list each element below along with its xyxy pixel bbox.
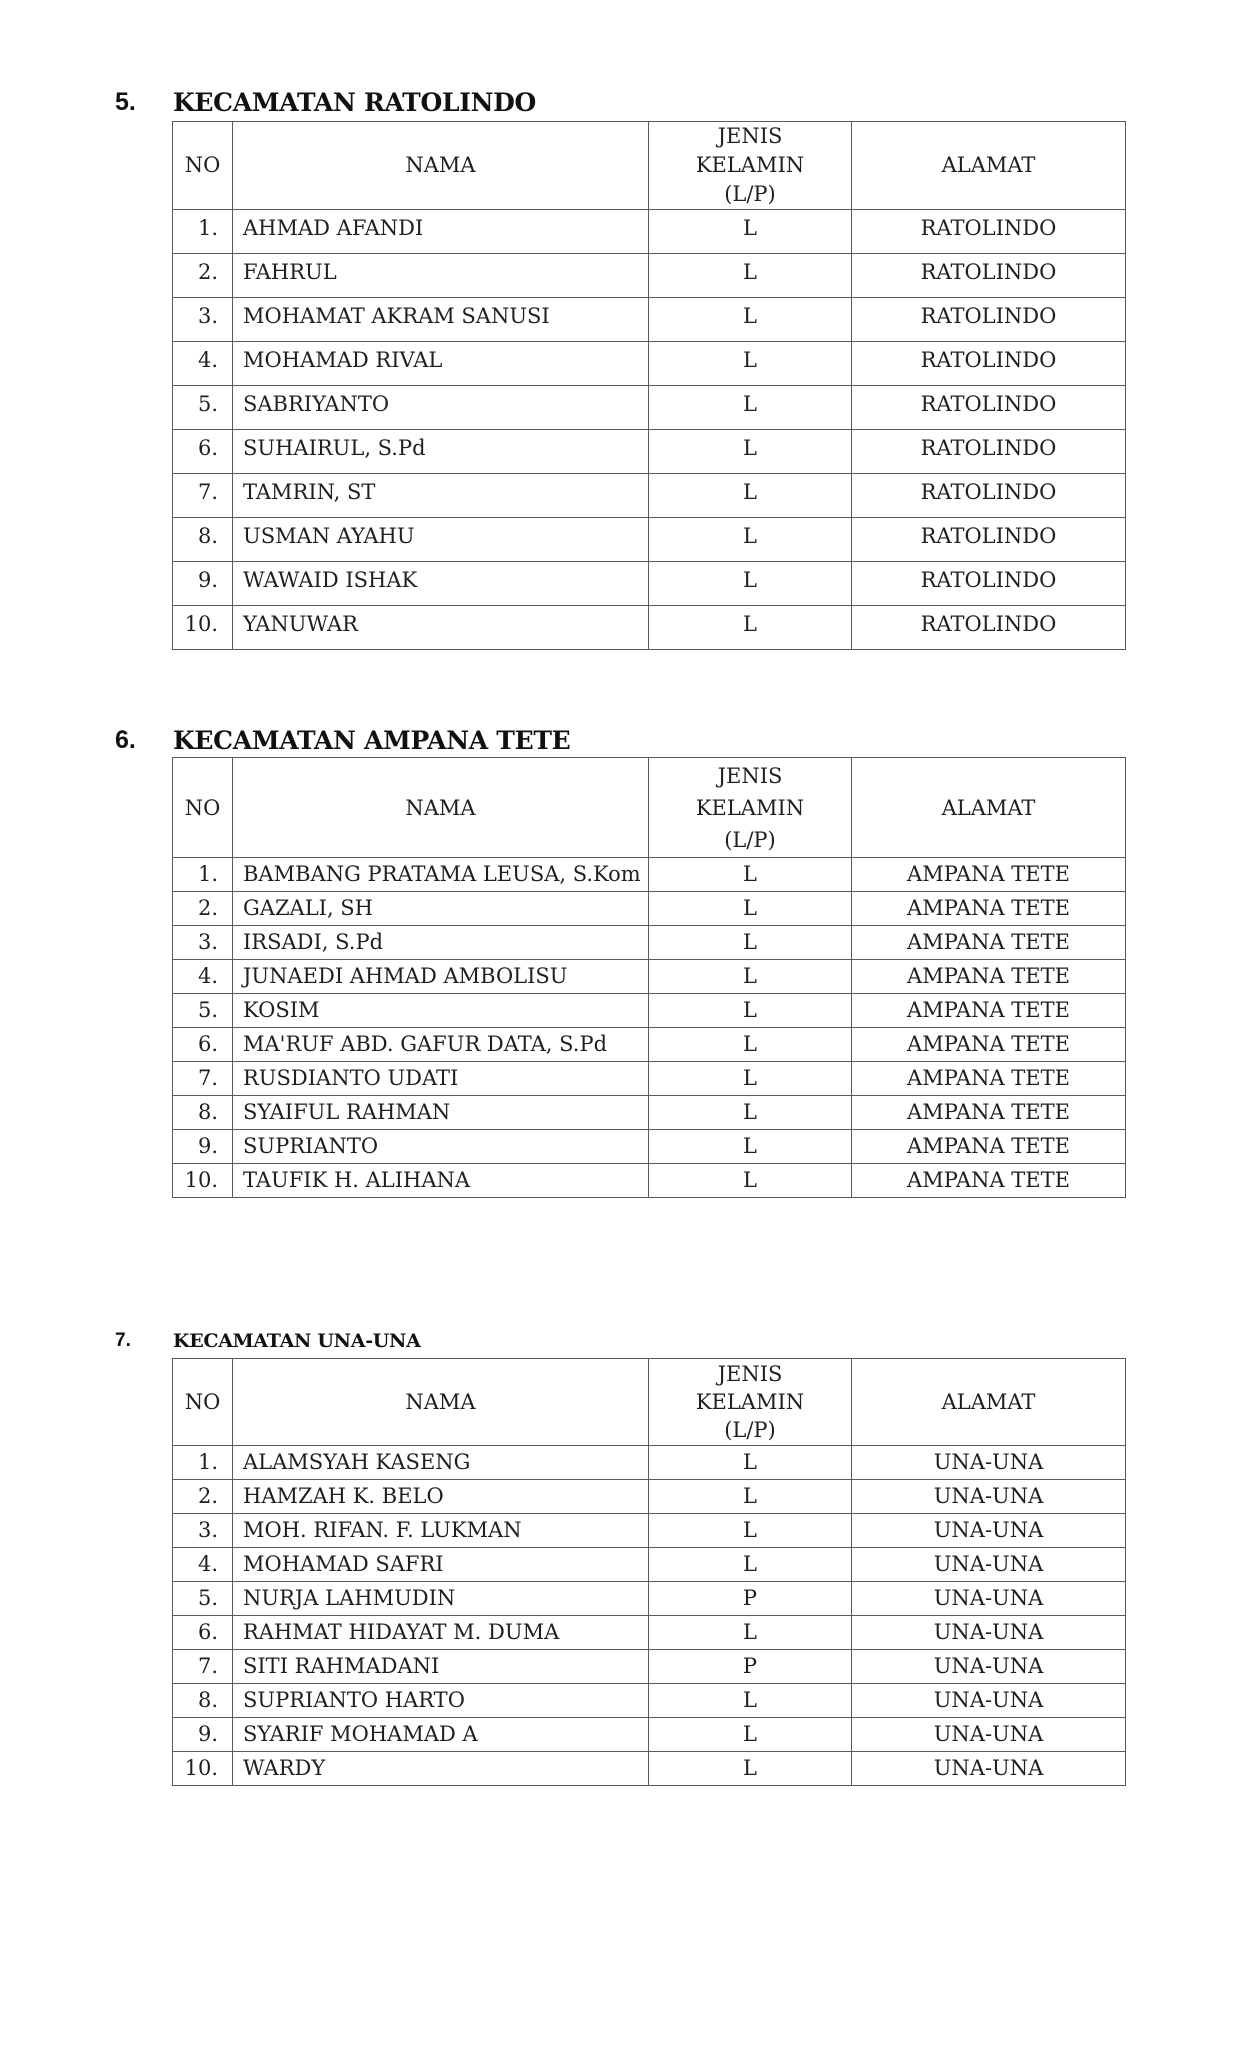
table-row xyxy=(173,858,1126,892)
cell-alamat: UNA-UNA xyxy=(852,1616,1126,1650)
table-row xyxy=(173,926,1126,960)
cell-alamat: UNA-UNA xyxy=(852,1446,1126,1480)
section-title: KECAMATAN UNA-UNA xyxy=(173,1330,421,1352)
cell-no: 6. xyxy=(173,430,233,474)
cell-nama: AHMAD AFANDI xyxy=(233,210,649,254)
cell-jenis-kelamin: L xyxy=(649,474,852,518)
section-number: 5. xyxy=(115,88,136,116)
cell-nama: SUHAIRUL, S.Pd xyxy=(233,430,649,474)
cell-no: 4. xyxy=(173,342,233,386)
cell-alamat: UNA-UNA xyxy=(852,1480,1126,1514)
cell-jenis-kelamin: L xyxy=(649,1684,852,1718)
table-row xyxy=(173,210,1126,254)
header-line: JENIS xyxy=(717,1362,783,1386)
cell-no: 1. xyxy=(173,858,233,892)
cell-nama: TAUFIK H. ALIHANA xyxy=(233,1164,649,1198)
cell-alamat: RATOLINDO xyxy=(852,298,1126,342)
cell-no: 9. xyxy=(173,562,233,606)
cell-jenis-kelamin: L xyxy=(649,1096,852,1130)
cell-no: 10. xyxy=(173,1752,233,1786)
section-title: KECAMATAN RATOLINDO xyxy=(173,88,537,117)
column-header-nama: NAMA xyxy=(233,1359,649,1446)
member-table xyxy=(172,757,1126,1198)
cell-nama: JUNAEDI AHMAD AMBOLISU xyxy=(233,960,649,994)
table-row xyxy=(173,1446,1126,1480)
cell-jenis-kelamin: L xyxy=(649,254,852,298)
member-table xyxy=(172,1358,1126,1786)
cell-no: 1. xyxy=(173,1446,233,1480)
cell-nama: MOH. RIFAN. F. LUKMAN xyxy=(233,1514,649,1548)
section-title: KECAMATAN AMPANA TETE xyxy=(173,726,571,755)
table-body xyxy=(173,1446,1126,1786)
cell-nama: HAMZAH K. BELO xyxy=(233,1480,649,1514)
column-header-jenis-kelamin xyxy=(649,758,852,858)
table-row xyxy=(173,1514,1126,1548)
cell-no: 2. xyxy=(173,254,233,298)
header-line: KELAMIN xyxy=(695,153,805,177)
table-header-row xyxy=(173,122,1126,210)
cell-nama: RUSDIANTO UDATI xyxy=(233,1062,649,1096)
table-row xyxy=(173,254,1126,298)
cell-jenis-kelamin: L xyxy=(649,1130,852,1164)
cell-jenis-kelamin: L xyxy=(649,342,852,386)
table-row xyxy=(173,298,1126,342)
cell-alamat: UNA-UNA xyxy=(852,1650,1126,1684)
cell-alamat: AMPANA TETE xyxy=(852,1096,1126,1130)
cell-jenis-kelamin: L xyxy=(649,1616,852,1650)
cell-alamat: RATOLINDO xyxy=(852,342,1126,386)
cell-nama: WAWAID ISHAK xyxy=(233,562,649,606)
table-row xyxy=(173,994,1126,1028)
cell-jenis-kelamin: L xyxy=(649,1480,852,1514)
cell-nama: FAHRUL xyxy=(233,254,649,298)
cell-alamat: RATOLINDO xyxy=(852,562,1126,606)
table-row xyxy=(173,1650,1126,1684)
cell-no: 3. xyxy=(173,926,233,960)
cell-alamat: UNA-UNA xyxy=(852,1752,1126,1786)
cell-jenis-kelamin: L xyxy=(649,1028,852,1062)
table-row xyxy=(173,960,1126,994)
section-number: 6. xyxy=(115,726,136,754)
cell-nama: SUPRIANTO HARTO xyxy=(233,1684,649,1718)
cell-alamat: RATOLINDO xyxy=(852,606,1126,650)
table-row xyxy=(173,1548,1126,1582)
cell-no: 2. xyxy=(173,892,233,926)
table-body xyxy=(173,210,1126,650)
cell-alamat: AMPANA TETE xyxy=(852,892,1126,926)
column-header-jenis-kelamin xyxy=(649,122,852,210)
cell-no: 6. xyxy=(173,1616,233,1650)
cell-alamat: RATOLINDO xyxy=(852,254,1126,298)
header-line: JENIS xyxy=(717,763,783,788)
table-header-row xyxy=(173,758,1126,858)
cell-jenis-kelamin: L xyxy=(649,210,852,254)
cell-nama: WARDY xyxy=(233,1752,649,1786)
table-row xyxy=(173,1718,1126,1752)
cell-no: 8. xyxy=(173,1684,233,1718)
cell-jenis-kelamin: L xyxy=(649,1164,852,1198)
cell-jenis-kelamin: L xyxy=(649,386,852,430)
cell-nama: SYAIFUL RAHMAN xyxy=(233,1096,649,1130)
member-table xyxy=(172,121,1126,650)
header-line: KELAMIN xyxy=(695,1390,805,1414)
column-header-no: NO xyxy=(173,122,233,210)
cell-alamat: UNA-UNA xyxy=(852,1684,1126,1718)
cell-nama: MOHAMAD RIVAL xyxy=(233,342,649,386)
column-header-no: NO xyxy=(173,758,233,858)
table-row xyxy=(173,1752,1126,1786)
cell-jenis-kelamin: L xyxy=(649,298,852,342)
cell-no: 4. xyxy=(173,1548,233,1582)
cell-alamat: UNA-UNA xyxy=(852,1718,1126,1752)
cell-jenis-kelamin: L xyxy=(649,1548,852,1582)
cell-no: 5. xyxy=(173,1582,233,1616)
cell-alamat: AMPANA TETE xyxy=(852,1028,1126,1062)
table-row xyxy=(173,1130,1126,1164)
table-row xyxy=(173,386,1126,430)
cell-jenis-kelamin: P xyxy=(649,1650,852,1684)
cell-no: 7. xyxy=(173,474,233,518)
cell-nama: GAZALI, SH xyxy=(233,892,649,926)
cell-jenis-kelamin: L xyxy=(649,926,852,960)
cell-jenis-kelamin: L xyxy=(649,606,852,650)
cell-alamat: AMPANA TETE xyxy=(852,858,1126,892)
table-row xyxy=(173,1096,1126,1130)
table-row xyxy=(173,474,1126,518)
cell-jenis-kelamin: L xyxy=(649,562,852,606)
header-line: KELAMIN xyxy=(695,795,805,820)
cell-nama: RAHMAT HIDAYAT M. DUMA xyxy=(233,1616,649,1650)
cell-no: 3. xyxy=(173,298,233,342)
column-header-nama: NAMA xyxy=(233,758,649,858)
cell-jenis-kelamin: L xyxy=(649,960,852,994)
header-line: (L/P) xyxy=(724,182,776,206)
cell-no: 7. xyxy=(173,1650,233,1684)
cell-no: 9. xyxy=(173,1718,233,1752)
cell-nama: KOSIM xyxy=(233,994,649,1028)
cell-nama: YANUWAR xyxy=(233,606,649,650)
cell-alamat: RATOLINDO xyxy=(852,210,1126,254)
cell-jenis-kelamin: L xyxy=(649,430,852,474)
cell-alamat: RATOLINDO xyxy=(852,430,1126,474)
cell-alamat: AMPANA TETE xyxy=(852,994,1126,1028)
cell-nama: MOHAMAT AKRAM SANUSI xyxy=(233,298,649,342)
table-row xyxy=(173,342,1126,386)
column-header-jenis-kelamin xyxy=(649,1359,852,1446)
table-header-row xyxy=(173,1359,1126,1446)
cell-no: 8. xyxy=(173,518,233,562)
cell-alamat: RATOLINDO xyxy=(852,386,1126,430)
table-row xyxy=(173,430,1126,474)
table-row xyxy=(173,1616,1126,1650)
header-line: (L/P) xyxy=(724,1418,776,1442)
cell-nama: SITI RAHMADANI xyxy=(233,1650,649,1684)
cell-jenis-kelamin: L xyxy=(649,1752,852,1786)
cell-no: 4. xyxy=(173,960,233,994)
table-row xyxy=(173,1164,1126,1198)
cell-nama: TAMRIN, ST xyxy=(233,474,649,518)
cell-nama: ALAMSYAH KASENG xyxy=(233,1446,649,1480)
cell-nama: IRSADI, S.Pd xyxy=(233,926,649,960)
column-header-alamat: ALAMAT xyxy=(852,758,1126,858)
cell-jenis-kelamin: L xyxy=(649,1718,852,1752)
cell-alamat: AMPANA TETE xyxy=(852,1164,1126,1198)
cell-jenis-kelamin: L xyxy=(649,892,852,926)
table-row xyxy=(173,1062,1126,1096)
cell-jenis-kelamin: L xyxy=(649,1062,852,1096)
cell-nama: SABRIYANTO xyxy=(233,386,649,430)
cell-nama: MOHAMAD SAFRI xyxy=(233,1548,649,1582)
cell-nama: BAMBANG PRATAMA LEUSA, S.Kom xyxy=(233,858,649,892)
table-row xyxy=(173,606,1126,650)
cell-jenis-kelamin: L xyxy=(649,518,852,562)
cell-no: 1. xyxy=(173,210,233,254)
cell-no: 10. xyxy=(173,606,233,650)
cell-alamat: AMPANA TETE xyxy=(852,926,1126,960)
cell-alamat: RATOLINDO xyxy=(852,518,1126,562)
cell-no: 9. xyxy=(173,1130,233,1164)
column-header-alamat: ALAMAT xyxy=(852,1359,1126,1446)
cell-no: 10. xyxy=(173,1164,233,1198)
cell-alamat: AMPANA TETE xyxy=(852,960,1126,994)
cell-nama: NURJA LAHMUDIN xyxy=(233,1582,649,1616)
header-line: JENIS xyxy=(717,124,783,148)
table-row xyxy=(173,518,1126,562)
cell-alamat: AMPANA TETE xyxy=(852,1062,1126,1096)
cell-alamat: UNA-UNA xyxy=(852,1514,1126,1548)
cell-no: 5. xyxy=(173,386,233,430)
column-header-alamat: ALAMAT xyxy=(852,122,1126,210)
cell-alamat: RATOLINDO xyxy=(852,474,1126,518)
cell-no: 6. xyxy=(173,1028,233,1062)
cell-alamat: UNA-UNA xyxy=(852,1582,1126,1616)
section-number: 7. xyxy=(115,1330,131,1351)
column-header-nama: NAMA xyxy=(233,122,649,210)
cell-jenis-kelamin: L xyxy=(649,1514,852,1548)
table-body xyxy=(173,858,1126,1198)
cell-no: 3. xyxy=(173,1514,233,1548)
cell-no: 2. xyxy=(173,1480,233,1514)
cell-nama: SYARIF MOHAMAD A xyxy=(233,1718,649,1752)
cell-nama: USMAN AYAHU xyxy=(233,518,649,562)
table-row xyxy=(173,892,1126,926)
table-row xyxy=(173,1028,1126,1062)
table-row xyxy=(173,1582,1126,1616)
cell-no: 7. xyxy=(173,1062,233,1096)
cell-jenis-kelamin: L xyxy=(649,858,852,892)
cell-jenis-kelamin: L xyxy=(649,994,852,1028)
cell-no: 5. xyxy=(173,994,233,1028)
cell-nama: SUPRIANTO xyxy=(233,1130,649,1164)
column-header-no: NO xyxy=(173,1359,233,1446)
cell-nama: MA'RUF ABD. GAFUR DATA, S.Pd xyxy=(233,1028,649,1062)
header-line: (L/P) xyxy=(724,827,776,852)
cell-no: 8. xyxy=(173,1096,233,1130)
cell-alamat: AMPANA TETE xyxy=(852,1130,1126,1164)
table-row xyxy=(173,1480,1126,1514)
cell-alamat: UNA-UNA xyxy=(852,1548,1126,1582)
table-row xyxy=(173,1684,1126,1718)
table-row xyxy=(173,562,1126,606)
cell-jenis-kelamin: L xyxy=(649,1446,852,1480)
cell-jenis-kelamin: P xyxy=(649,1582,852,1616)
